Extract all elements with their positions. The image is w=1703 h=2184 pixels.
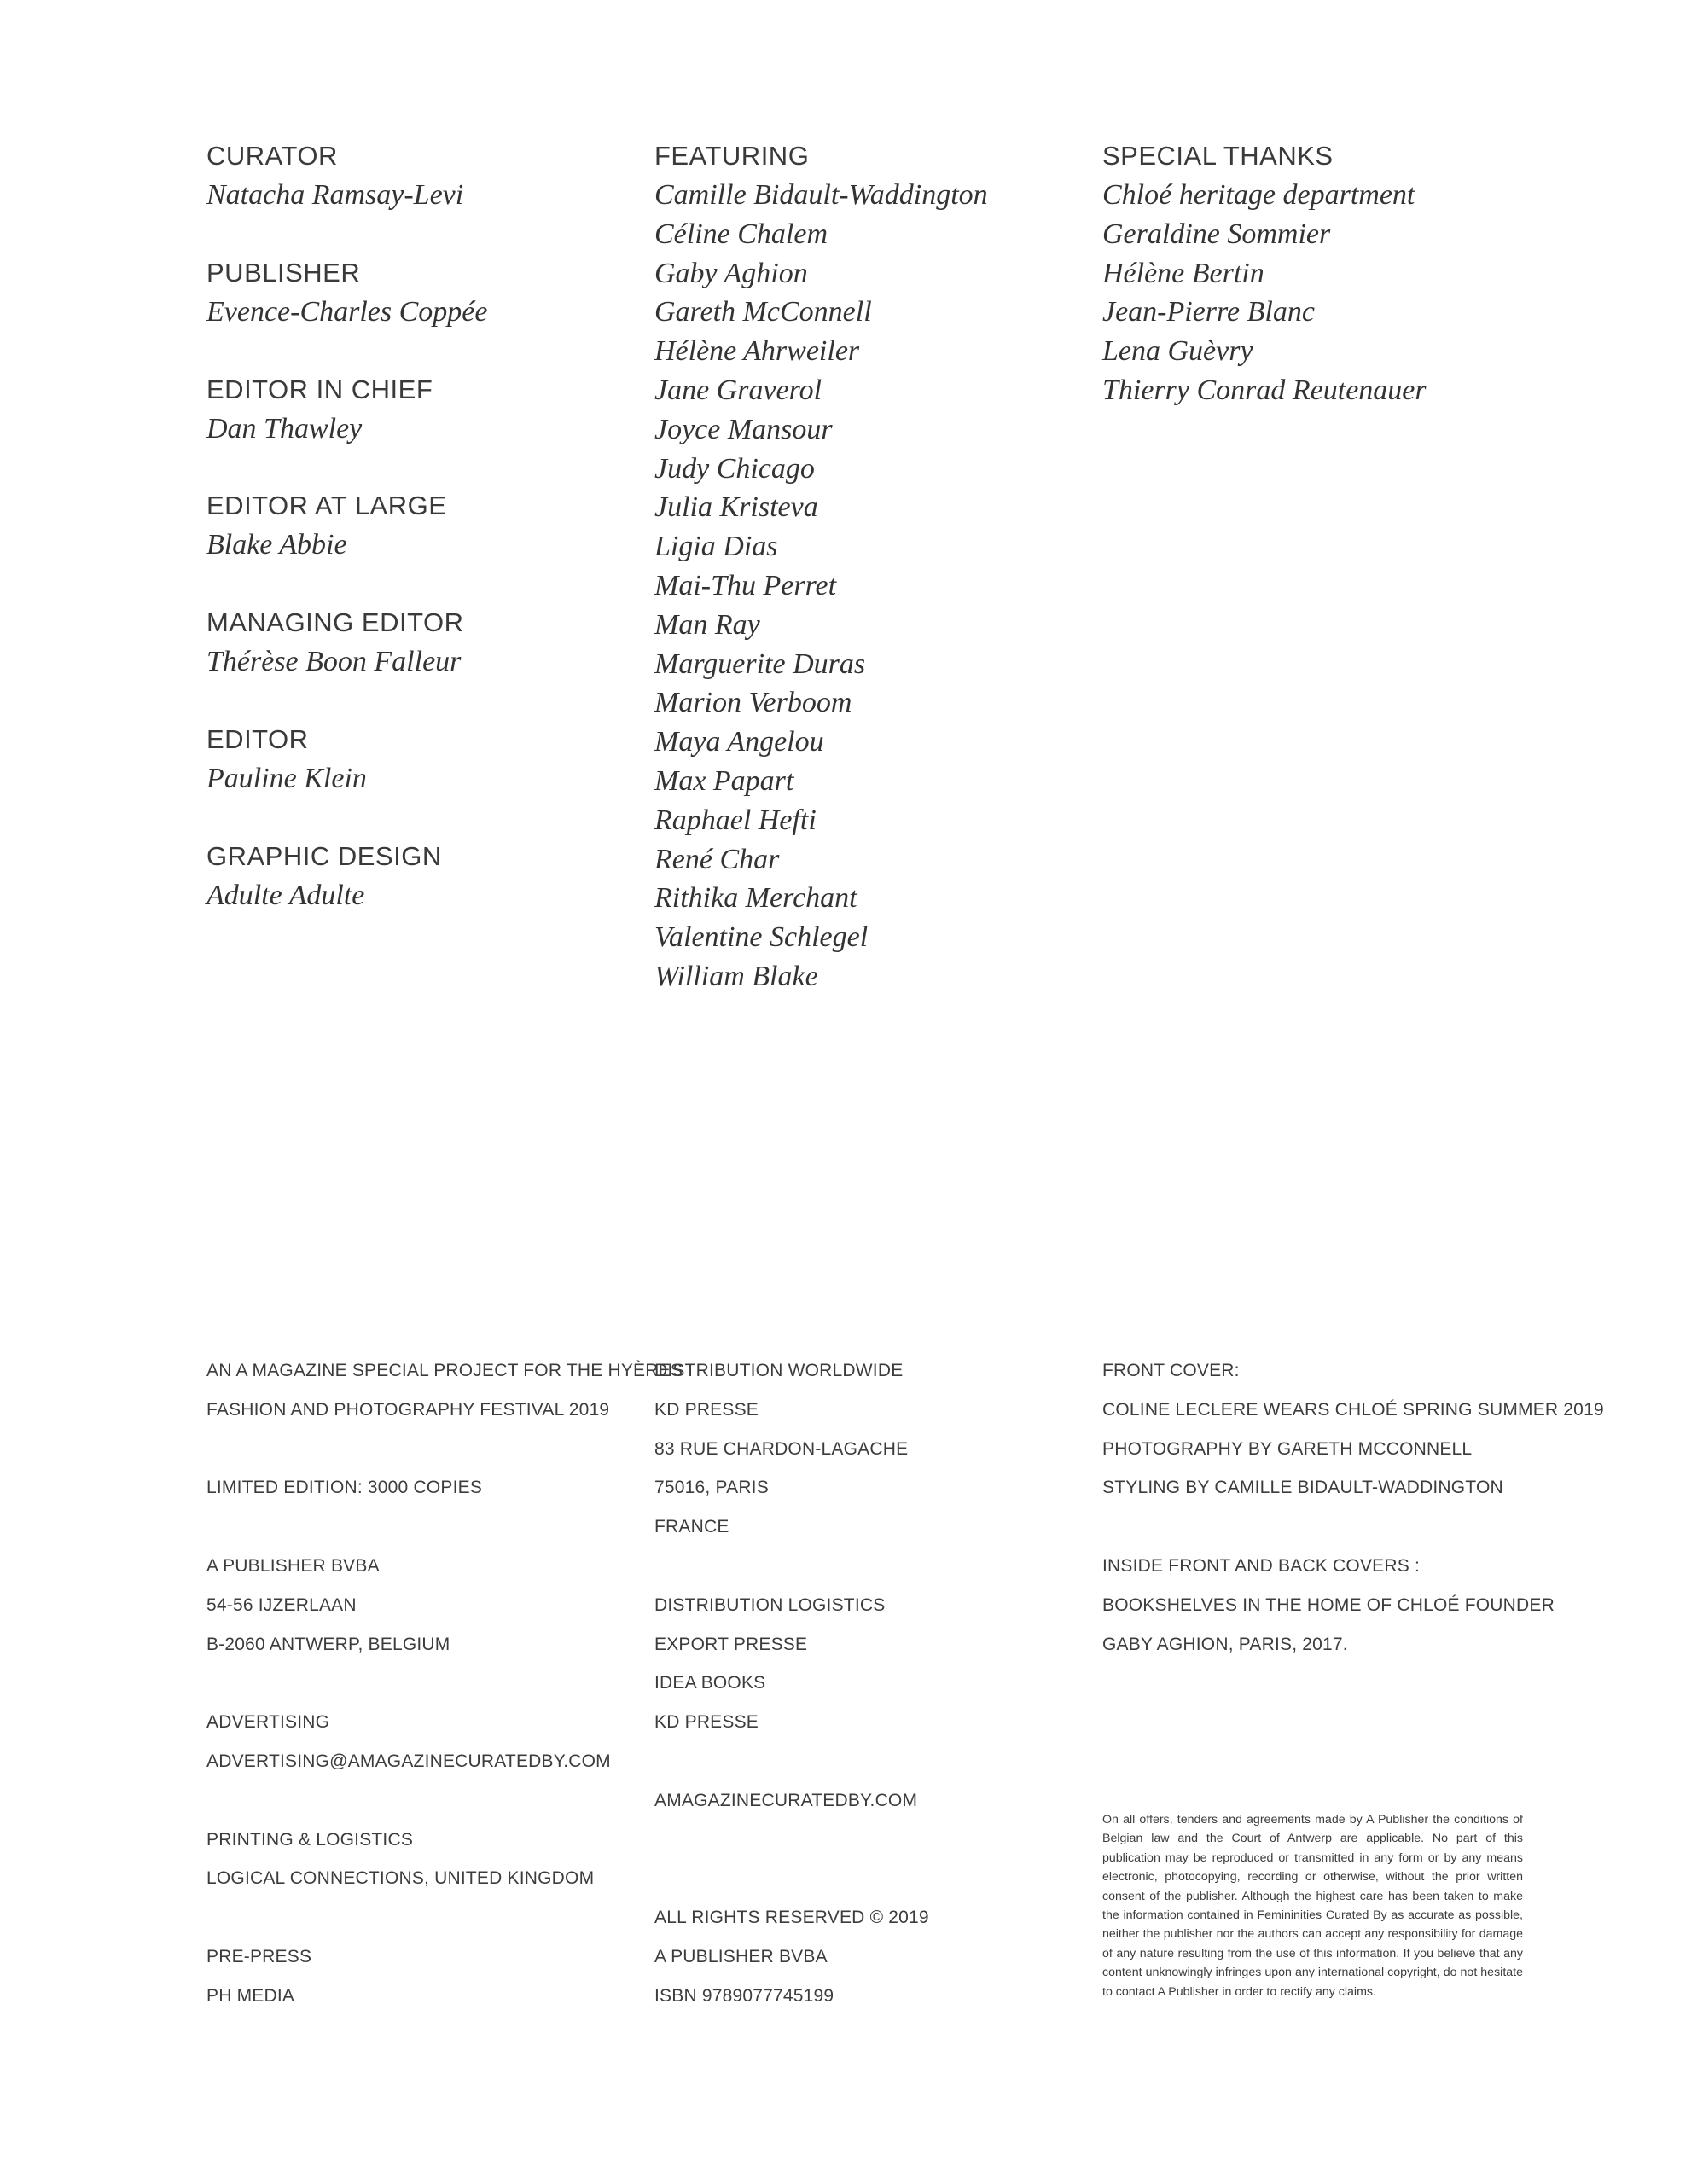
credit-name: Blake Abbie <box>206 529 347 561</box>
credit-name: Thérèse Boon Falleur <box>206 646 462 678</box>
credit-role: GRAPHIC DESIGN <box>206 840 442 871</box>
info-line: B-2060 ANTWERP, BELGIUM <box>206 1634 450 1654</box>
colophon-column-distribution <box>654 1351 1081 2016</box>
credit-group <box>206 837 633 915</box>
credits-column-featuring <box>654 136 1081 996</box>
info-line: EXPORT PRESSE <box>654 1634 808 1654</box>
featured-name: Gareth McConnell <box>654 296 872 328</box>
info-line: PRINTING & LOGISTICS <box>206 1829 414 1850</box>
credit-role: EDITOR IN CHIEF <box>206 374 433 404</box>
line-spacer <box>206 1507 633 1547</box>
line-spacer <box>654 1742 1081 1781</box>
credit-group <box>206 720 633 799</box>
credit-group <box>206 253 633 332</box>
info-line: FASHION AND PHOTOGRAPHY FESTIVAL 2019 <box>206 1399 610 1420</box>
line-spacer <box>654 1547 1081 1586</box>
credit-role: CURATOR <box>206 141 338 171</box>
thanks-name: Geraldine Sommier <box>1102 218 1331 250</box>
info-line: BOOKSHELVES IN THE HOME OF CHLOÉ FOUNDER <box>1102 1594 1555 1615</box>
credit-group <box>206 603 633 682</box>
credits-column-thanks <box>1102 136 1546 410</box>
info-line: ALL RIGHTS RESERVED © 2019 <box>654 1908 929 1928</box>
credit-role: PUBLISHER <box>206 257 361 288</box>
featured-name: Gaby Aghion <box>654 257 808 289</box>
info-line: FRONT COVER: <box>1102 1361 1240 1380</box>
special-thanks-list <box>1102 176 1546 410</box>
featured-name: Joyce Mansour <box>654 413 833 445</box>
thanks-name: Chloé heritage department <box>1102 179 1415 211</box>
credit-role: MANAGING EDITOR <box>206 607 464 638</box>
info-line: AMAGAZINECURATEDBY.COM <box>654 1790 918 1810</box>
info-line: 75016, PARIS <box>654 1478 769 1498</box>
info-line: KD PRESSE <box>654 1712 759 1733</box>
info-line: DISTRIBUTION WORLDWIDE <box>654 1361 904 1380</box>
featured-name: Marion Verboom <box>654 687 852 719</box>
legal-notice: On all offers, tenders and agreements made by A Publisher the conditions of Belgian law and the Court of Antwerp are applicable. No part of this publication may be reproduced or transmitted in any form or by any means electronic, photocopying, recording or otherwise, without the prior written consent of the publisher. Although the highest care has been taken to make the information contained in Femininities Curated By as accurate as possible, neither the publisher nor the authors can accept any responsibility for damage of any nature resulting from the use of this information. If you believe that any content unknowingly infringes upon any international copyright, do not hesitate to contact A Publisher in order to rectify any claims. <box>1102 1813 1523 1999</box>
credit-role: EDITOR AT LARGE <box>206 491 447 521</box>
info-line: STYLING BY CAMILLE BIDAULT-WADDINGTON <box>1102 1478 1503 1498</box>
credit-name: Pauline Klein <box>206 762 367 794</box>
info-line: PH MEDIA <box>206 1985 295 2006</box>
credit-group <box>206 136 633 215</box>
info-line: LIMITED EDITION: 3000 COPIES <box>206 1478 483 1498</box>
featured-name: Mai-Thu Perret <box>654 569 837 601</box>
featured-name: Ligia Dias <box>654 531 778 563</box>
credit-group <box>206 370 633 449</box>
colophon-column-cover-credits <box>1102 1351 1604 1664</box>
featuring-heading: FEATURING <box>654 141 810 171</box>
featured-name: Céline Chalem <box>654 218 828 250</box>
credit-name: Evence-Charles Coppée <box>206 295 488 328</box>
featured-name: Valentine Schlegel <box>654 921 869 954</box>
credit-group <box>206 486 633 565</box>
thanks-name: Hélène Bertin <box>1102 257 1264 289</box>
info-line: 54-56 IJZERLAAN <box>206 1594 357 1615</box>
line-spacer <box>1102 1507 1546 1547</box>
info-line: INSIDE FRONT AND BACK COVERS : <box>1102 1555 1421 1576</box>
thanks-name: Lena Guèvry <box>1102 335 1253 368</box>
line-spacer <box>206 1664 633 1703</box>
line-spacer <box>206 1898 633 1937</box>
featured-name: Max Papart <box>654 764 794 797</box>
credit-name: Adulte Adulte <box>206 879 365 911</box>
info-line: ADVERTISING@AMAGAZINECURATEDBY.COM <box>206 1751 611 1771</box>
line-spacer <box>206 1430 633 1469</box>
line-spacer <box>654 1859 1081 1898</box>
featured-name: Judy Chicago <box>654 452 815 485</box>
credit-role: EDITOR <box>206 723 309 754</box>
info-line: FRANCE <box>654 1517 729 1537</box>
info-line: PRE-PRESS <box>206 1946 312 1966</box>
featured-name: Maya Angelou <box>654 726 824 758</box>
info-line: ISBN 9789077745199 <box>654 1985 834 2006</box>
colophon-column-publication <box>206 1351 683 2016</box>
info-line: DISTRIBUTION LOGISTICS <box>654 1594 886 1615</box>
thanks-name: Jean-Pierre Blanc <box>1102 296 1315 328</box>
info-line: COLINE LECLERE WEARS CHLOÉ SPRING SUMMER 2019 <box>1102 1399 1604 1420</box>
featured-name: Jane Graverol <box>654 374 822 406</box>
info-line: ADVERTISING <box>206 1712 330 1733</box>
credits-column-staff <box>206 136 633 954</box>
info-line: AN A MAGAZINE SPECIAL PROJECT FOR THE HYÈRES <box>206 1361 683 1380</box>
credit-name: Natacha Ramsay-Levi <box>206 179 464 211</box>
featured-name: Man Ray <box>654 608 760 641</box>
featured-name: Julia Kristeva <box>654 491 818 524</box>
featured-name: Camille Bidault-Waddington <box>654 179 988 211</box>
info-line: A PUBLISHER BVBA <box>206 1555 380 1576</box>
featured-name: Marguerite Duras <box>654 648 866 680</box>
info-line: PHOTOGRAPHY BY GARETH MCCONNELL <box>1102 1438 1473 1459</box>
info-line: IDEA BOOKS <box>654 1673 766 1693</box>
featured-name: Rithika Merchant <box>654 882 857 915</box>
special-thanks-heading: SPECIAL THANKS <box>1102 141 1334 171</box>
line-spacer <box>206 1781 633 1821</box>
featured-name: René Char <box>654 843 780 875</box>
thanks-name: Thierry Conrad Reutenauer <box>1102 374 1427 406</box>
featuring-list <box>654 176 1081 996</box>
info-line: 83 RUE CHARDON-LAGACHE <box>654 1438 909 1459</box>
featured-name: Hélène Ahrweiler <box>654 335 860 368</box>
credit-name: Dan Thawley <box>206 412 363 444</box>
info-line: LOGICAL CONNECTIONS, UNITED KINGDOM <box>206 1868 595 1889</box>
info-line: GABY AGHION, PARIS, 2017. <box>1102 1634 1348 1654</box>
line-spacer <box>654 1821 1081 1860</box>
featured-name: Raphael Hefti <box>654 804 817 836</box>
featured-name: William Blake <box>654 960 818 992</box>
info-line: A PUBLISHER BVBA <box>654 1946 828 1966</box>
info-line: KD PRESSE <box>654 1399 759 1420</box>
